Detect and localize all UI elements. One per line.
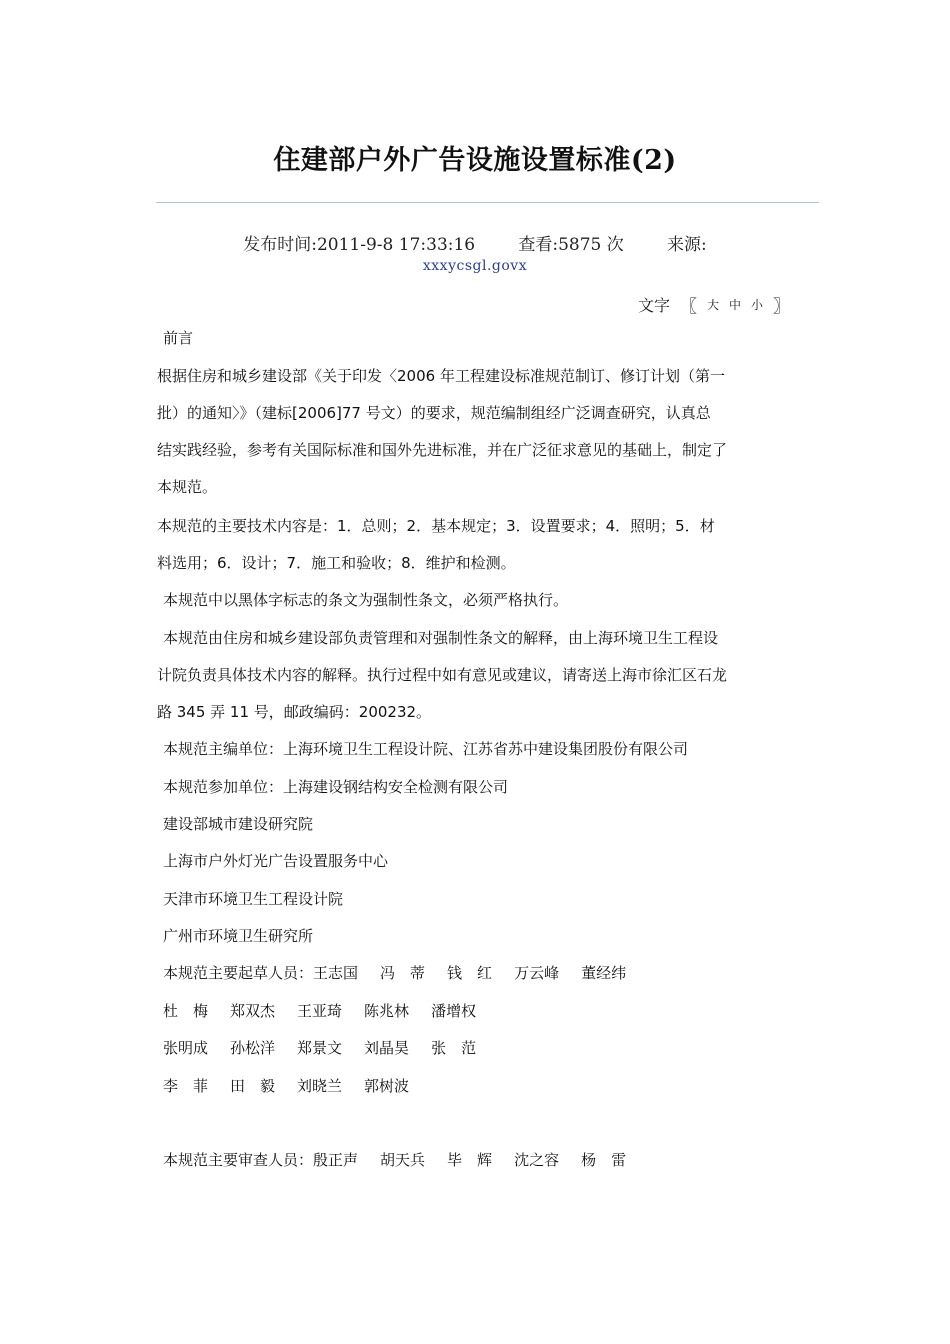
person-name: 田 毅 [230,1077,276,1095]
paragraph-line: 本规范中以黑体字标志的条文为强制性条文，必须严格执行。 [163,591,569,609]
font-size-control [638,292,790,317]
title-divider [156,202,819,203]
paragraph-line: 路 345 弄 11 号，邮政编码：200232。 [157,703,432,721]
person-name: 李 菲 [163,1077,209,1095]
paragraph-line: 天津市环境卫生工程设计院 [163,890,344,908]
person-name: 万云峰 [514,964,560,982]
drafters-label: 本规范主要起草人员： [163,964,314,982]
paragraph-line: 上海市户外灯光广告设置服务中心 [163,852,389,870]
drafters-row [157,955,648,992]
person-name: 沈之容 [514,1151,560,1169]
paragraph-line: 批）的通知〉》（建标[2006]77 号文）的要求，规范编制组经广泛调查研究，认真总 [157,404,711,422]
person-name: 孙松洋 [230,1039,276,1057]
view-count: 查看:5875 次 [518,235,624,255]
font-small-link[interactable]: 小 [750,298,763,312]
source-link[interactable]: xxxycsgl.govx [422,258,528,274]
person-name: 钱 红 [447,964,493,982]
open-bracket: 〖 [679,297,697,317]
person-name: 刘晶昊 [364,1039,410,1057]
person-name: 杜 梅 [163,1002,209,1020]
person-name: 殷正声 [313,1151,359,1169]
publish-time: 发布时间:2011-9-8 17:33:16 [243,235,476,255]
reviewers-label: 本规范主要审查人员： [163,1151,314,1169]
drafters-row [157,1068,431,1105]
person-name: 刘晓兰 [297,1077,343,1095]
paragraph-line: 计院负责具体技术内容的解释。执行过程中如有意见或建议，请寄送上海市徐汇区石龙 [157,666,728,684]
preface-heading: 前言 [163,329,194,347]
paragraph-line: 本规范主编单位：上海环境卫生工程设计院、江苏省苏中建设集团股份有限公司 [163,740,689,758]
person-name: 张 范 [431,1039,477,1057]
person-name: 张明成 [163,1039,209,1057]
person-name: 杨 雷 [581,1151,627,1169]
person-name: 毕 辉 [447,1151,493,1169]
person-name: 郭树波 [364,1077,410,1095]
font-size-label: 文字 [637,296,670,315]
reviewers-row [157,1142,648,1179]
paragraph-line: 本规范。 [157,478,218,496]
person-name: 董经纬 [581,964,627,982]
font-medium-link[interactable]: 中 [728,298,741,312]
paragraph-line: 广州市环境卫生研究所 [163,927,314,945]
paragraph-line: 料选用；6．设计；7．施工和验收；8．维护和检测。 [157,554,516,572]
person-name: 郑景文 [297,1039,343,1057]
person-name: 陈兆林 [364,1002,410,1020]
page-title: 住建部户外广告设施设置标准(2) [273,145,677,176]
paragraph-line: 本规范由住房和城乡建设部负责管理和对强制性条文的解释，由上海环境卫生工程设 [163,629,719,647]
paragraph-line: 根据住房和城乡建设部《关于印发〈2006 年工程建设标准规范制订、修订计划（第一 [157,367,725,385]
article-meta [0,230,950,255]
person-name: 郑双杰 [230,1002,276,1020]
person-name: 潘增权 [431,1002,477,1020]
drafters-row [157,1030,498,1067]
source-label: 来源: [667,235,707,255]
person-name: 王志国 [313,964,359,982]
font-large-link[interactable]: 大 [706,298,719,312]
person-name: 胡天兵 [380,1151,426,1169]
paragraph-line: 结实践经验，参考有关国际标准和国外先进标准，并在广泛征求意见的基础上，制定了 [157,441,728,459]
paragraph-line: 建设部城市建设研究院 [163,815,314,833]
drafters-row [157,993,498,1030]
paragraph-line: 本规范的主要技术内容是：1．总则；2．基本规定；3．设置要求；4．照明；5．材 [157,517,715,535]
close-bracket: 〗 [773,297,790,317]
paragraph-line: 本规范参加单位：上海建设钢结构安全检测有限公司 [163,778,509,796]
person-name: 冯 蒂 [380,964,426,982]
person-name: 王亚琦 [297,1002,343,1020]
